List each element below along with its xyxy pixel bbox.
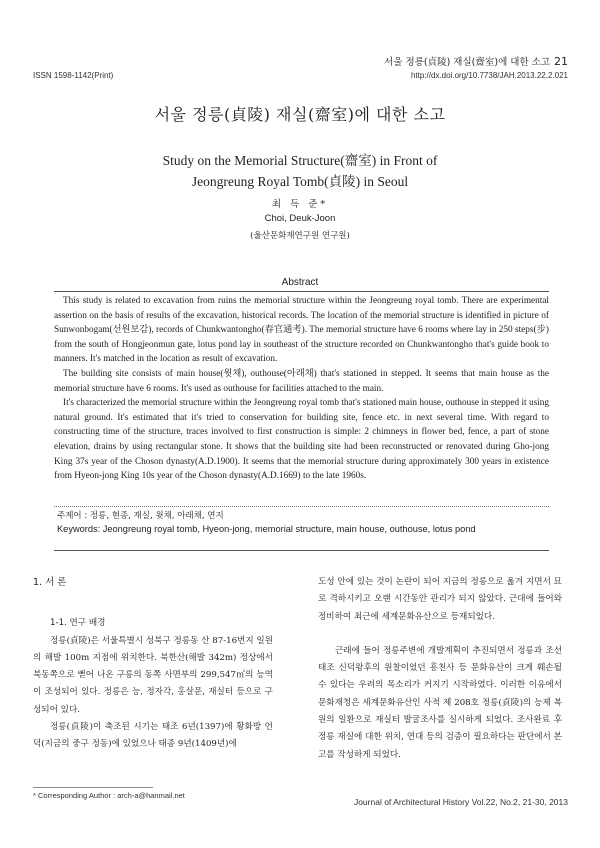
title-korean: 서울 정릉(貞陵) 재실(齋室)에 대한 소고 <box>154 105 446 124</box>
body-paragraph: 정릉(貞陵)은 서울특별시 성북구 정릉동 산 87-16번지 일원의 해발 100m 지점에 위치한다. 북한산(해발 342m) 정상에서 북동쪽으로 뻗어 나온 구릉의 동쪽 사면부의 299,547㎡의 능역이 조성되어 있다. 정릉은 능, 정자각, 홍살문, 재실터 등으로 구성되어 있다. <box>33 635 273 715</box>
body-right-column <box>318 574 562 764</box>
subsection-heading: 1-1. 연구 배경 <box>50 618 106 629</box>
author-korean: 최 득 준* <box>271 199 329 210</box>
footnote-rule <box>33 787 153 788</box>
author-english: Choi, Deuk-Joon <box>264 213 336 224</box>
author-affiliation: (울산문화재연구원 연구원) <box>250 231 350 241</box>
title-english-line2: Jeongreung Royal Tomb(貞陵) in Seoul <box>191 174 409 189</box>
abstract-paragraph: It's characterized the memorial structure within the Jeongreung royal tomb that's stationed main house, outhouse in stepped it using natural ground. It's estimated that it's tried to conservation for building site, fence etc. in next several time. With regard to constructing time of the structure, traces involved to first construction is simple: 2 chimneys in flower bed, fence, a part of stone elevation, drains by using rectangular stone. It shows that the building site had been reconstructed or renovated during Gho-jong King 37s year of the Choson dynasty(A.D.1900). It seems that the memorial structure during approximately 300 years in existence from Hyeon-jong King 10s year of the Choson dynasty(A.D.1669) to the late 1960s. <box>54 398 549 482</box>
body-paragraph: 정릉(貞陵)이 축조된 시기는 태조 6년(1397)에 황화방 언덕(지금의 중구 정동)에 있었으나 태종 9년(1409년)에 <box>33 722 273 750</box>
keywords-korean: 주제어 : 정릉, 현종, 재실, 윗채, 아래채, 연지 <box>57 511 224 521</box>
body-paragraph: 도성 안에 있는 것이 논란이 되어 지금의 정릉으로 옮겨 지면서 묘로 격하시키고 오랜 시간동안 관리가 되지 않았다. 근대에 들어와 정비하여 최근에 세계문화유산으로 등재되었다. <box>318 577 562 622</box>
journal-footer: Journal of Architectural History Vol.22, No.2, 21-30, 2013 <box>353 797 568 807</box>
abstract-top-rule <box>54 291 549 292</box>
title-english-line1: Study on the Memorial Structure(齋室) in Front of <box>162 153 438 168</box>
body-left-column <box>33 574 273 754</box>
issn: ISSN 1598-1142(Print) <box>33 71 114 80</box>
running-head <box>384 54 568 68</box>
doi-link[interactable]: http://dx.doi.org/10.7738/JAH.2013.22.2.021 <box>410 71 568 80</box>
abstract-body <box>54 294 549 484</box>
abstract-paragraph: The building site consists of main house(윗채), outhouse(아래채) that's stationed in stepped. It seems that main house as the memorial structure have 6 rooms. It's used as outhouse for facilities attached to the main. <box>54 368 549 394</box>
keywords-divider <box>54 506 549 507</box>
body-paragraph: 근래에 들어 정릉주변에 개발계획이 추진되면서 정릉과 조선 태조 신덕왕후의 원찰이었던 흥천사 등 문화유산이 크게 훼손될 수 있다는 우려의 목소리가 커지기 시작하였다. 이러한 이유에서 문화재청은 세계문화유산인 사적 제 208호 정릉(貞陵)의 능제 복원의 일환으로 재실터 발굴조사를 실시하게 되었다. 조사완료 후 정릉 재실에 대한 위치, 연대 등의 검증이 필요하다는 판단에서 본고를 작성하게 되었다. <box>318 645 562 760</box>
abstract-heading: Abstract <box>281 277 319 288</box>
abstract-bottom-rule <box>54 550 549 551</box>
abstract-paragraph: This study is related to excavation from ruins the memorial structure within the Jeongreung royal tomb. There are experimental assertion on the basis of results of the excavation, historical records. The location of the memorial structure is identified in picture of Sunwonbogam(선원보감), records of Chunkwantongho(春官通考). The memorial structure have 6 rooms where lay in 250 steps(步) from the south of Hongjeonmun gate, lotus pond lay in southeast of the structure recorded on Chunkwantongho that's guide book to manners. It's matched in the location as result of excavation. <box>54 296 549 365</box>
page-number: 21 <box>554 55 568 68</box>
section-heading: 1. 서 론 <box>33 577 67 588</box>
footnote: * Corresponding Author : arch-a@hanmail.net <box>33 791 185 800</box>
keywords-english: Keywords: Jeongreung royal tomb, Hyeon-jong, memorial structure, main house, outhouse, lotus pond <box>57 524 476 534</box>
running-title: 서울 정릉(貞陵) 재실(齋室)에 대한 소고 <box>384 57 550 68</box>
title-english <box>0 150 600 192</box>
